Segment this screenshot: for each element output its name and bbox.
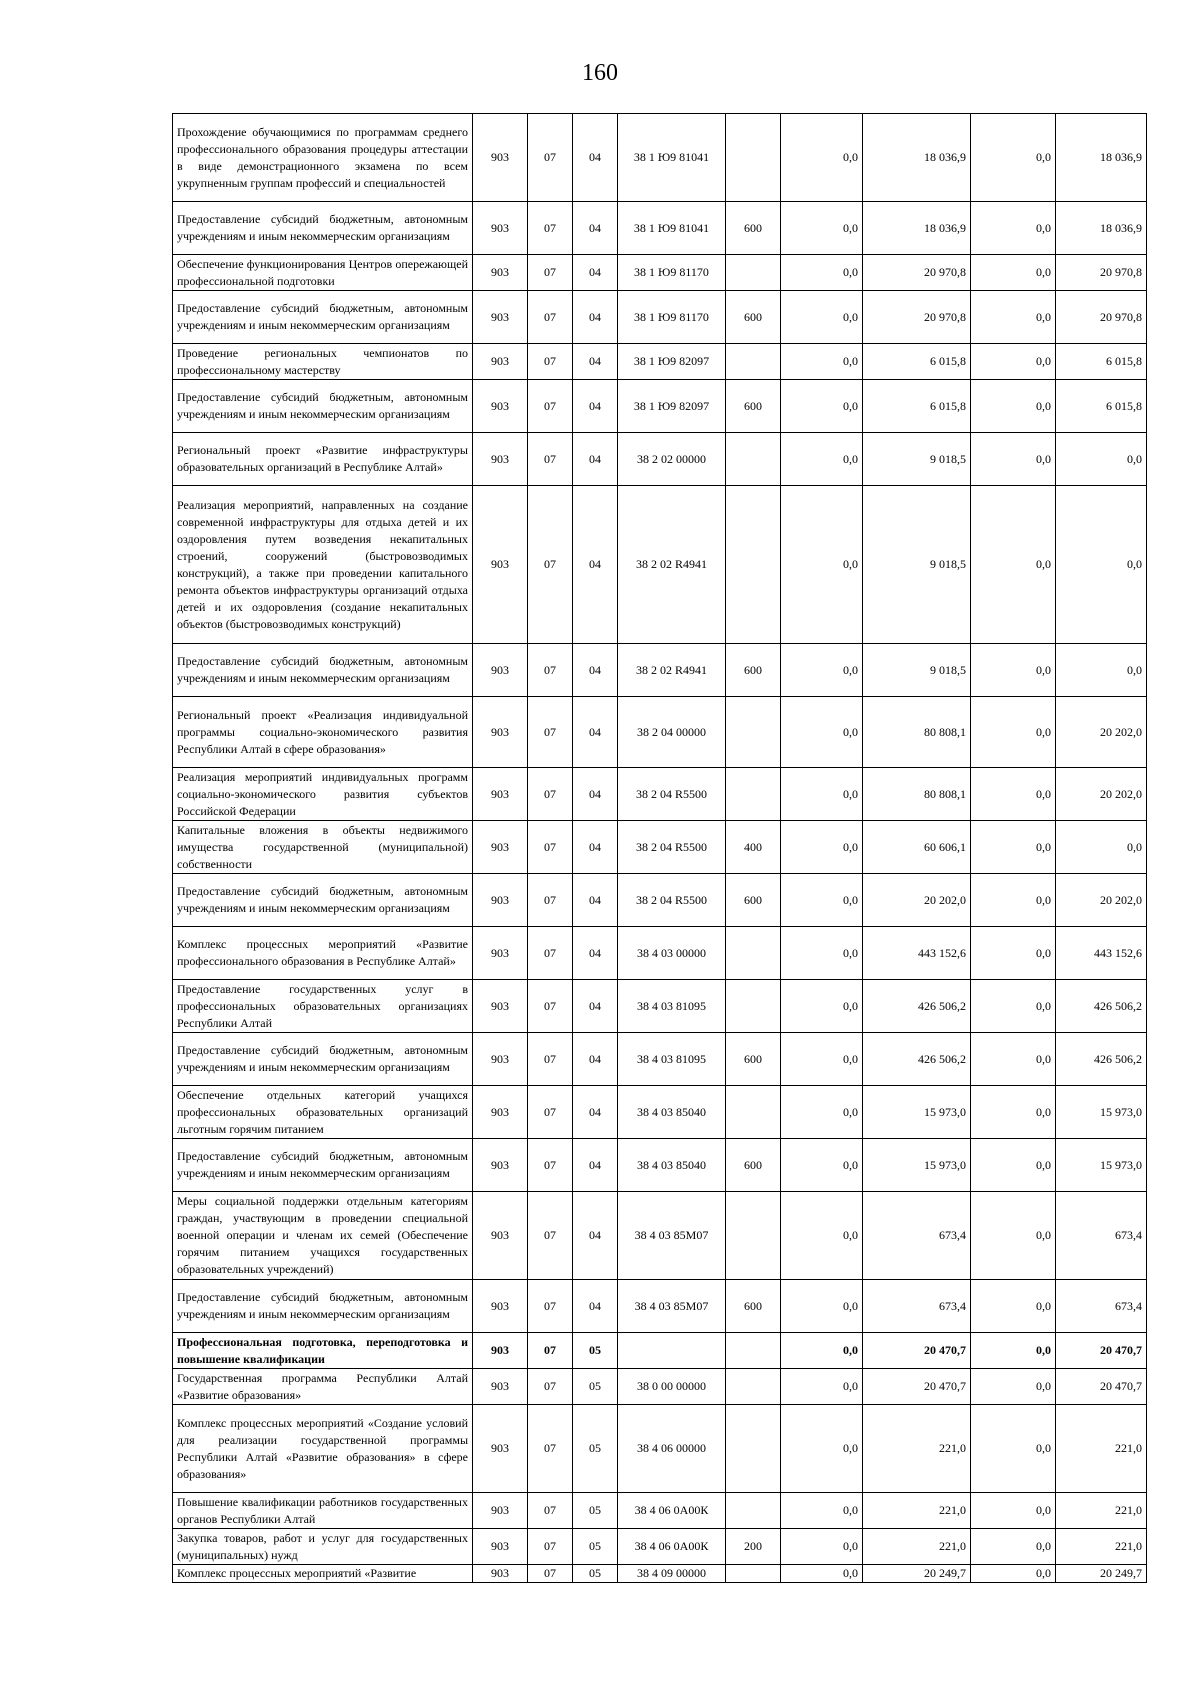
row-value-3: 0,0 (971, 644, 1056, 697)
row-section: 07 (528, 1493, 573, 1529)
row-grbs: 903 (473, 1565, 528, 1583)
row-section: 07 (528, 114, 573, 202)
row-expense-type (726, 344, 781, 380)
row-target-article: 38 1 Ю9 82097 (618, 344, 726, 380)
row-section: 07 (528, 486, 573, 644)
row-value-4: 20 470,7 (1056, 1333, 1147, 1369)
row-grbs: 903 (473, 291, 528, 344)
row-value-4: 673,4 (1056, 1280, 1147, 1333)
row-subsection: 04 (573, 874, 618, 927)
row-value-1: 0,0 (781, 874, 863, 927)
row-subsection: 04 (573, 380, 618, 433)
row-grbs: 903 (473, 821, 528, 874)
row-value-4: 15 973,0 (1056, 1139, 1147, 1192)
row-grbs: 903 (473, 1033, 528, 1086)
row-name: Предоставление субсидий бюджетным, автономным учреждениям и иным некоммерческим организациям (173, 291, 473, 344)
row-name: Профессиональная подготовка, переподготовка и повышение квалификации (173, 1333, 473, 1369)
row-grbs: 903 (473, 202, 528, 255)
row-value-1: 0,0 (781, 1192, 863, 1280)
table-row (173, 291, 1147, 344)
row-section: 07 (528, 1033, 573, 1086)
row-value-2: 20 970,8 (863, 291, 971, 344)
row-value-2: 9 018,5 (863, 433, 971, 486)
row-expense-type (726, 1086, 781, 1139)
table-row (173, 1139, 1147, 1192)
row-value-4: 0,0 (1056, 433, 1147, 486)
table-row (173, 1280, 1147, 1333)
row-value-3: 0,0 (971, 980, 1056, 1033)
row-value-2: 6 015,8 (863, 344, 971, 380)
row-expense-type (726, 1192, 781, 1280)
row-section: 07 (528, 1139, 573, 1192)
row-value-2: 221,0 (863, 1493, 971, 1529)
row-expense-type (726, 1493, 781, 1529)
row-value-1: 0,0 (781, 1139, 863, 1192)
row-section: 07 (528, 1369, 573, 1405)
row-target-article: 38 4 03 85040 (618, 1086, 726, 1139)
table-row (173, 1033, 1147, 1086)
row-expense-type (726, 114, 781, 202)
row-name: Комплекс процессных мероприятий «Создание условий для реализации государственной программы Республики Алтай «Развитие образования» в сфере образования» (173, 1405, 473, 1493)
table-row (173, 255, 1147, 291)
row-name: Закупка товаров, работ и услуг для государственных (муниципальных) нужд (173, 1529, 473, 1565)
row-expense-type: 400 (726, 821, 781, 874)
row-subsection: 04 (573, 768, 618, 821)
row-grbs: 903 (473, 344, 528, 380)
row-grbs: 903 (473, 1405, 528, 1493)
row-value-4: 426 506,2 (1056, 980, 1147, 1033)
row-subsection: 04 (573, 1139, 618, 1192)
row-value-2: 20 470,7 (863, 1369, 971, 1405)
row-grbs: 903 (473, 1086, 528, 1139)
table-row (173, 114, 1147, 202)
row-value-1: 0,0 (781, 821, 863, 874)
row-value-3: 0,0 (971, 1333, 1056, 1369)
row-target-article: 38 4 03 85М07 (618, 1192, 726, 1280)
table-row (173, 344, 1147, 380)
row-value-4: 20 202,0 (1056, 874, 1147, 927)
row-target-article: 38 4 06 0А00К (618, 1529, 726, 1565)
row-value-2: 80 808,1 (863, 697, 971, 768)
row-name: Государственная программа Республики Алтай «Развитие образования» (173, 1369, 473, 1405)
row-subsection: 04 (573, 202, 618, 255)
row-value-3: 0,0 (971, 486, 1056, 644)
row-value-4: 0,0 (1056, 644, 1147, 697)
table-row (173, 433, 1147, 486)
row-value-2: 20 249,7 (863, 1565, 971, 1583)
row-value-3: 0,0 (971, 1493, 1056, 1529)
row-grbs: 903 (473, 1369, 528, 1405)
row-value-1: 0,0 (781, 980, 863, 1033)
row-value-1: 0,0 (781, 486, 863, 644)
row-subsection: 04 (573, 1086, 618, 1139)
row-target-article: 38 4 06 00000 (618, 1405, 726, 1493)
row-expense-type (726, 486, 781, 644)
row-value-2: 221,0 (863, 1529, 971, 1565)
row-target-article: 38 4 03 00000 (618, 927, 726, 980)
row-value-4: 15 973,0 (1056, 1086, 1147, 1139)
row-grbs: 903 (473, 927, 528, 980)
row-subsection: 04 (573, 821, 618, 874)
row-section: 07 (528, 1529, 573, 1565)
row-value-3: 0,0 (971, 1033, 1056, 1086)
row-name: Предоставление субсидий бюджетным, автономным учреждениям и иным некоммерческим организациям (173, 380, 473, 433)
row-subsection: 05 (573, 1405, 618, 1493)
row-section: 07 (528, 1086, 573, 1139)
row-section: 07 (528, 1405, 573, 1493)
row-value-4: 18 036,9 (1056, 114, 1147, 202)
row-subsection: 04 (573, 644, 618, 697)
row-name: Предоставление субсидий бюджетным, автономным учреждениям и иным некоммерческим организациям (173, 874, 473, 927)
row-target-article: 38 1 Ю9 81041 (618, 114, 726, 202)
row-section: 07 (528, 380, 573, 433)
row-value-1: 0,0 (781, 1033, 863, 1086)
table-row (173, 380, 1147, 433)
row-value-2: 60 606,1 (863, 821, 971, 874)
row-expense-type: 600 (726, 1033, 781, 1086)
row-name: Предоставление субсидий бюджетным, автономным учреждениям и иным некоммерческим организациям (173, 202, 473, 255)
row-expense-type: 600 (726, 291, 781, 344)
row-section: 07 (528, 644, 573, 697)
row-section: 07 (528, 697, 573, 768)
row-value-2: 426 506,2 (863, 980, 971, 1033)
table-row (173, 980, 1147, 1033)
row-section: 07 (528, 768, 573, 821)
row-grbs: 903 (473, 486, 528, 644)
row-expense-type: 600 (726, 644, 781, 697)
row-value-1: 0,0 (781, 202, 863, 255)
row-section: 07 (528, 1565, 573, 1583)
row-expense-type (726, 1369, 781, 1405)
row-value-3: 0,0 (971, 768, 1056, 821)
row-name: Капитальные вложения в объекты недвижимого имущества государственной (муниципальной) собственности (173, 821, 473, 874)
row-subsection: 05 (573, 1369, 618, 1405)
row-target-article: 38 4 09 00000 (618, 1565, 726, 1583)
row-value-3: 0,0 (971, 927, 1056, 980)
row-value-3: 0,0 (971, 1565, 1056, 1583)
row-value-3: 0,0 (971, 697, 1056, 768)
row-expense-type (726, 697, 781, 768)
row-name: Предоставление субсидий бюджетным, автономным учреждениям и иным некоммерческим организациям (173, 644, 473, 697)
row-value-1: 0,0 (781, 291, 863, 344)
row-value-1: 0,0 (781, 1280, 863, 1333)
row-target-article: 38 1 Ю9 81041 (618, 202, 726, 255)
row-value-4: 20 470,7 (1056, 1369, 1147, 1405)
row-value-3: 0,0 (971, 1192, 1056, 1280)
row-value-1: 0,0 (781, 344, 863, 380)
row-grbs: 903 (473, 697, 528, 768)
row-grbs: 903 (473, 1529, 528, 1565)
row-value-3: 0,0 (971, 874, 1056, 927)
row-expense-type (726, 927, 781, 980)
row-value-4: 20 249,7 (1056, 1565, 1147, 1583)
row-value-4: 221,0 (1056, 1529, 1147, 1565)
row-subsection: 04 (573, 291, 618, 344)
row-subsection: 04 (573, 344, 618, 380)
row-expense-type (726, 1405, 781, 1493)
row-value-2: 221,0 (863, 1405, 971, 1493)
table-row (173, 1369, 1147, 1405)
row-value-4: 673,4 (1056, 1192, 1147, 1280)
row-value-2: 20 470,7 (863, 1333, 971, 1369)
row-value-2: 673,4 (863, 1280, 971, 1333)
row-name: Региональный проект «Реализация индивидуальной программы социально-экономического развития Республики Алтай в сфере образования» (173, 697, 473, 768)
row-value-2: 673,4 (863, 1192, 971, 1280)
row-value-3: 0,0 (971, 202, 1056, 255)
table-row (173, 697, 1147, 768)
row-value-2: 6 015,8 (863, 380, 971, 433)
row-value-1: 0,0 (781, 768, 863, 821)
table-row (173, 1529, 1147, 1565)
row-value-1: 0,0 (781, 644, 863, 697)
row-target-article: 38 2 02 R4941 (618, 644, 726, 697)
row-value-2: 443 152,6 (863, 927, 971, 980)
row-value-3: 0,0 (971, 821, 1056, 874)
row-expense-type (726, 1565, 781, 1583)
table-row (173, 821, 1147, 874)
table-row (173, 1565, 1147, 1583)
row-expense-type (726, 255, 781, 291)
row-value-2: 15 973,0 (863, 1139, 971, 1192)
row-value-3: 0,0 (971, 1086, 1056, 1139)
row-subsection: 05 (573, 1493, 618, 1529)
row-expense-type: 600 (726, 1139, 781, 1192)
row-value-4: 20 202,0 (1056, 768, 1147, 821)
row-value-1: 0,0 (781, 1565, 863, 1583)
table-row (173, 486, 1147, 644)
row-target-article: 38 2 04 R5500 (618, 821, 726, 874)
row-value-1: 0,0 (781, 927, 863, 980)
row-grbs: 903 (473, 980, 528, 1033)
row-section: 07 (528, 291, 573, 344)
row-expense-type (726, 433, 781, 486)
row-value-3: 0,0 (971, 1280, 1056, 1333)
row-value-3: 0,0 (971, 255, 1056, 291)
row-target-article: 38 2 04 R5500 (618, 768, 726, 821)
row-value-4: 0,0 (1056, 821, 1147, 874)
row-value-1: 0,0 (781, 1493, 863, 1529)
table-row (173, 1405, 1147, 1493)
row-expense-type: 600 (726, 202, 781, 255)
budget-table (172, 113, 1147, 1583)
row-section: 07 (528, 433, 573, 486)
row-value-2: 20 202,0 (863, 874, 971, 927)
row-section: 07 (528, 344, 573, 380)
table-row (173, 1086, 1147, 1139)
row-value-4: 443 152,6 (1056, 927, 1147, 980)
row-expense-type (726, 768, 781, 821)
row-value-3: 0,0 (971, 291, 1056, 344)
table-row (173, 768, 1147, 821)
row-name: Комплекс процессных мероприятий «Развитие профессионального образования в Республике Алтай» (173, 927, 473, 980)
row-target-article: 38 4 03 81095 (618, 1033, 726, 1086)
row-target-article: 38 4 03 85040 (618, 1139, 726, 1192)
row-name: Обеспечение отдельных категорий учащихся профессиональных образовательных организаций льготным горячим питанием (173, 1086, 473, 1139)
row-target-article: 38 1 Ю9 81170 (618, 255, 726, 291)
row-target-article: 38 4 03 85М07 (618, 1280, 726, 1333)
row-grbs: 903 (473, 874, 528, 927)
row-subsection: 04 (573, 255, 618, 291)
row-name: Региональный проект «Развитие инфраструктуры образовательных организаций в Республике Алтай» (173, 433, 473, 486)
row-expense-type: 600 (726, 874, 781, 927)
row-value-3: 0,0 (971, 1529, 1056, 1565)
row-subsection: 05 (573, 1333, 618, 1369)
row-value-2: 20 970,8 (863, 255, 971, 291)
row-grbs: 903 (473, 255, 528, 291)
table-row (173, 1493, 1147, 1529)
row-value-4: 20 970,8 (1056, 291, 1147, 344)
row-grbs: 903 (473, 433, 528, 486)
row-target-article: 38 2 04 00000 (618, 697, 726, 768)
row-grbs: 903 (473, 1333, 528, 1369)
row-grbs: 903 (473, 380, 528, 433)
row-value-3: 0,0 (971, 1139, 1056, 1192)
row-name: Предоставление субсидий бюджетным, автономным учреждениям и иным некоммерческим организациям (173, 1280, 473, 1333)
row-name: Реализация мероприятий, направленных на создание современной инфраструктуры для отдыха детей и их оздоровления путем возведения некапитальных строений, сооружений (быстровозводимых конструкций), а также при проведении капитального ремонта объектов инфраструктуры организаций отдыха детей и их оздоровления (создание некапитальных объектов (быстровозводимых конструкций) (173, 486, 473, 644)
row-subsection: 04 (573, 1192, 618, 1280)
row-expense-type: 600 (726, 1280, 781, 1333)
table-row (173, 644, 1147, 697)
row-name: Реализация мероприятий индивидуальных программ социально-экономического развития субъектов Российской Федерации (173, 768, 473, 821)
row-target-article: 38 2 02 R4941 (618, 486, 726, 644)
row-expense-type: 200 (726, 1529, 781, 1565)
row-target-article (618, 1333, 726, 1369)
row-value-1: 0,0 (781, 1369, 863, 1405)
row-section: 07 (528, 927, 573, 980)
table-row (173, 927, 1147, 980)
row-target-article: 38 2 04 R5500 (618, 874, 726, 927)
row-target-article: 38 2 02 00000 (618, 433, 726, 486)
row-value-1: 0,0 (781, 697, 863, 768)
row-subsection: 04 (573, 486, 618, 644)
row-name: Предоставление государственных услуг в профессиональных образовательных организациях Республики Алтай (173, 980, 473, 1033)
row-subsection: 04 (573, 697, 618, 768)
page-number: 160 (582, 60, 618, 86)
row-target-article: 38 4 06 0А00К (618, 1493, 726, 1529)
row-value-2: 15 973,0 (863, 1086, 971, 1139)
row-subsection: 04 (573, 1033, 618, 1086)
row-value-3: 0,0 (971, 1369, 1056, 1405)
row-section: 07 (528, 202, 573, 255)
row-value-2: 9 018,5 (863, 486, 971, 644)
row-target-article: 38 4 03 81095 (618, 980, 726, 1033)
row-value-3: 0,0 (971, 114, 1056, 202)
table-row (173, 874, 1147, 927)
row-grbs: 903 (473, 1280, 528, 1333)
row-section: 07 (528, 874, 573, 927)
row-name: Предоставление субсидий бюджетным, автономным учреждениям и иным некоммерческим организациям (173, 1033, 473, 1086)
table-row (173, 1333, 1147, 1369)
row-subsection: 04 (573, 980, 618, 1033)
row-value-1: 0,0 (781, 114, 863, 202)
row-target-article: 38 1 Ю9 81170 (618, 291, 726, 344)
row-subsection: 05 (573, 1529, 618, 1565)
row-value-1: 0,0 (781, 433, 863, 486)
row-grbs: 903 (473, 114, 528, 202)
row-value-4: 18 036,9 (1056, 202, 1147, 255)
row-subsection: 05 (573, 1565, 618, 1583)
row-value-1: 0,0 (781, 1405, 863, 1493)
row-value-4: 221,0 (1056, 1493, 1147, 1529)
row-value-4: 426 506,2 (1056, 1033, 1147, 1086)
row-value-4: 0,0 (1056, 486, 1147, 644)
row-value-4: 20 202,0 (1056, 697, 1147, 768)
row-subsection: 04 (573, 433, 618, 486)
row-grbs: 903 (473, 644, 528, 697)
row-subsection: 04 (573, 927, 618, 980)
row-value-1: 0,0 (781, 380, 863, 433)
table-row (173, 202, 1147, 255)
row-expense-type (726, 1333, 781, 1369)
row-value-1: 0,0 (781, 1086, 863, 1139)
row-subsection: 04 (573, 114, 618, 202)
row-target-article: 38 0 00 00000 (618, 1369, 726, 1405)
row-grbs: 903 (473, 1192, 528, 1280)
row-section: 07 (528, 1280, 573, 1333)
row-value-2: 18 036,9 (863, 202, 971, 255)
row-target-article: 38 1 Ю9 82097 (618, 380, 726, 433)
row-value-4: 6 015,8 (1056, 344, 1147, 380)
row-subsection: 04 (573, 1280, 618, 1333)
row-value-1: 0,0 (781, 255, 863, 291)
row-grbs: 903 (473, 1493, 528, 1529)
row-name: Повышение квалификации работников государственных органов Республики Алтай (173, 1493, 473, 1529)
row-value-3: 0,0 (971, 380, 1056, 433)
row-section: 07 (528, 980, 573, 1033)
row-grbs: 903 (473, 1139, 528, 1192)
row-value-3: 0,0 (971, 1405, 1056, 1493)
row-expense-type: 600 (726, 380, 781, 433)
row-value-2: 18 036,9 (863, 114, 971, 202)
row-grbs: 903 (473, 768, 528, 821)
row-value-3: 0,0 (971, 344, 1056, 380)
row-expense-type (726, 980, 781, 1033)
row-value-2: 80 808,1 (863, 768, 971, 821)
row-value-3: 0,0 (971, 433, 1056, 486)
row-name: Меры социальной поддержки отдельным категориям граждан, участвующим в проведении специальной военной операции и членам их семей (Обеспечение горячим питанием учащихся государственных образовательных учреждений) (173, 1192, 473, 1280)
row-section: 07 (528, 255, 573, 291)
row-value-2: 9 018,5 (863, 644, 971, 697)
row-name: Прохождение обучающимися по программам среднего профессионального образования процедуры аттестации в виде демонстрационного экзамена по всем укрупненным группам профессий и специальностей (173, 114, 473, 202)
row-section: 07 (528, 821, 573, 874)
table-row (173, 1192, 1147, 1280)
row-name: Предоставление субсидий бюджетным, автономным учреждениям и иным некоммерческим организациям (173, 1139, 473, 1192)
row-value-2: 426 506,2 (863, 1033, 971, 1086)
row-section: 07 (528, 1333, 573, 1369)
row-name: Комплекс процессных мероприятий «Развитие (173, 1565, 473, 1583)
row-value-4: 20 970,8 (1056, 255, 1147, 291)
row-value-4: 6 015,8 (1056, 380, 1147, 433)
row-value-1: 0,0 (781, 1333, 863, 1369)
row-value-1: 0,0 (781, 1529, 863, 1565)
row-name: Обеспечение функционирования Центров опережающей профессиональной подготовки (173, 255, 473, 291)
row-section: 07 (528, 1192, 573, 1280)
row-value-4: 221,0 (1056, 1405, 1147, 1493)
row-name: Проведение региональных чемпионатов по профессиональному мастерству (173, 344, 473, 380)
